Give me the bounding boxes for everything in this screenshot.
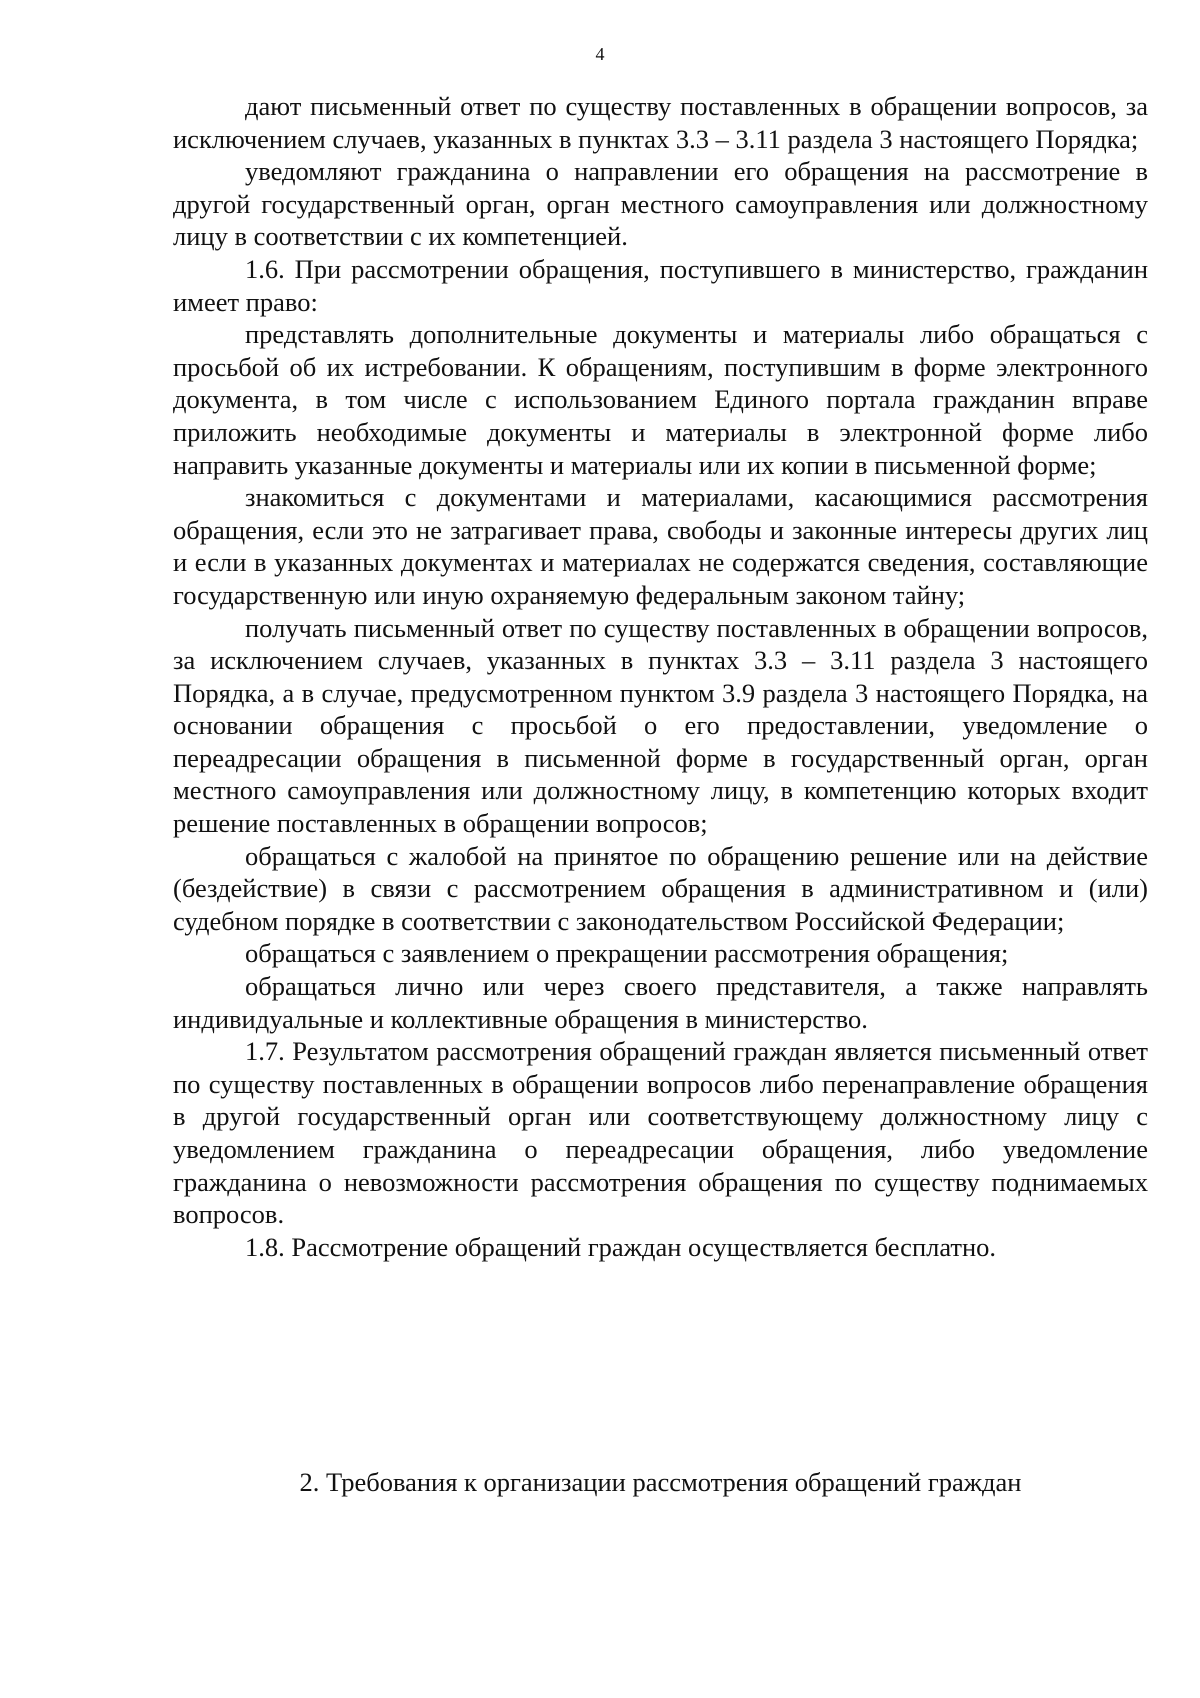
paragraph: представлять дополнительные документы и материалы либо обращаться с просьбой об их истребовании. К обращениям, поступившим в форме электронного документа, в том числе с использованием Единого портала гражданин вправе приложить необходимые документы и материалы в электронной форме либо направить указанные документы и материалы или их копии в письменной форме; [173,319,1148,480]
paragraph: обращаться лично или через своего представителя, а также направлять индивидуальные и коллективные обращения в министерство. [173,971,1148,1034]
document-body [173,90,1148,1263]
paragraph: обращаться с заявлением о прекращении рассмотрения обращения; [245,938,1009,969]
paragraph: 1.6. При рассмотрении обращения, поступившего в министерство, гражданин имеет право: [173,253,1148,317]
paragraph: уведомляют гражданина о направлении его обращения на рассмотрение в другой государственный орган, орган местного самоуправления или должностному лицу в соответствии с их компетенцией. [173,156,1148,252]
paragraph: 1.8. Рассмотрение обращений граждан осуществляется бесплатно. [245,1231,997,1262]
paragraph: 1.7. Результатом рассмотрения обращений граждан является письменный ответ по существу поставленных в обращении вопросов либо перенаправление обращения в другой государственный орган или соответствующему должностному лицу с уведомлением гражданина о переадресации обращения, либо уведомление гражданина о невозможности рассмотрения обращения по существу поднимаемых вопросов. [173,1036,1148,1230]
paragraph: дают письменный ответ по существу поставленных в обращении вопросов, за исключением случаев, указанных в пунктах 3.3 – 3.11 раздела 3 настоящего Порядка; [173,91,1148,154]
paragraph: получать письменный ответ по существу поставленных в обращении вопросов, за исключением случаев, указанных в пунктах 3.3 – 3.11 раздела 3 настоящего Порядка, а в случае, предусмотренном пунктом 3.9 раздела 3 настоящего Порядка, на основании обращения с просьбой о его предоставлении, уведомление о переадресации обращения в письменной форме в государственный орган, орган местного самоуправления или должностному лицу, в компетенцию которых входит решение поставленных в обращении вопросов; [173,612,1148,839]
section-heading: 2. Требования к организации рассмотрения обращений граждан [299,1467,1022,1497]
paragraph: обращаться с жалобой на принятое по обращению решение или на действие (бездействие) в связи с рассмотрением обращения в административном и (или) судебном порядке в соответствии с законодательством Российской Федерации; [173,840,1148,936]
page-number: 4 [595,44,605,64]
paragraph: знакомиться с документами и материалами, касающимися рассмотрения обращения, если это не затрагивает права, свободы и законные интересы других лиц и если в указанных документах и материалах не содержатся сведения, составляющие государственную или иную охраняемую федеральным законом тайну; [173,482,1148,610]
